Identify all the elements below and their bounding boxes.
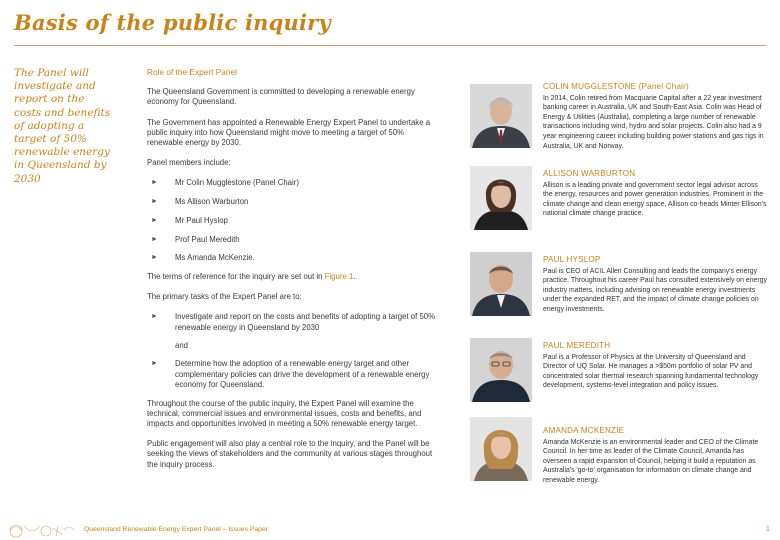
list-item: ► Ms Allison Warburton [151, 197, 249, 207]
intro-paragraph: The Queensland Government is committed to developing a renewable energy economy for Queensland. [147, 87, 415, 107]
portrait-icon [470, 84, 532, 148]
member-name: COLIN MUGGLESTONE (Panel Chair) [543, 82, 689, 91]
primary-tasks-intro: The primary tasks of the Expert Panel are to: [147, 292, 302, 302]
bullet-arrow-icon: ► [151, 179, 158, 187]
list-item: ► Prof Paul Meredith [151, 234, 240, 244]
title-divider [14, 45, 766, 46]
page-number: 1 [766, 526, 770, 533]
portrait-icon [470, 166, 532, 230]
member-list [147, 178, 442, 263]
list-item: ► Ms Amanda McKenzie. [151, 253, 255, 263]
member-bio: Amanda McKenzie is an environmental leader and CEO of the Climate Council. In her time as leader of the Climate Council, Amanda has overseen a rapid expansion of Council, helping it build a reputation as Australia's 'go-to' organisation for information on climate change and renewable energy. [543, 438, 759, 484]
and-connector: and [175, 341, 189, 351]
bullet-arrow-icon: ► [151, 235, 158, 243]
appointment-paragraph: The Government has appointed a Renewable Energy Expert Panel to undertake a public inquiry into how Queensland might move to meeting a target of 50% renewable energy by 2030. [147, 117, 431, 148]
members-intro: Panel members include: [147, 158, 231, 168]
footer-document-title: Queensland Renewable Energy Expert Panel – Issues Paper [84, 526, 269, 533]
engagement-paragraph: Public engagement will also play a central role to the inquiry, and the Panel will be seeking the views of stakeholders and the community at various stages throughout the inquiry process. [147, 439, 433, 469]
task-list [147, 359, 442, 390]
member-name: PAUL HYSLOP [543, 255, 601, 264]
member-name: AMANDA MCKENZIE [543, 426, 625, 435]
portrait-icon [470, 252, 532, 316]
portrait-icon [470, 338, 532, 402]
bullet-arrow-icon: ► [151, 216, 158, 224]
page-title: Basis of the public inquiry [14, 10, 331, 35]
member-name: ALLISON WARBURTON [543, 169, 636, 178]
section-heading: Role of the Expert Panel [147, 67, 237, 77]
task-list [147, 312, 442, 332]
bullet-arrow-icon: ► [151, 360, 158, 368]
figure-1-link[interactable]: Figure 1 [324, 271, 354, 281]
member-photo [470, 252, 532, 316]
member-bio: In 2014, Colin retired from Macquarie Capital after a 22 year investment banking career in Australia, UK and South-East Asia. Colin was Head of Energy & Utilities (Australia), completing a large number of renewable transactions including wind, hydro and solar projects. Colin also had a 9 year engineering career including building power stations and gas rigs in Australia, UK and Norway. [543, 94, 764, 150]
queensland-logo-icon [6, 518, 76, 540]
bullet-arrow-icon: ► [151, 313, 158, 321]
terms-paragraph: The terms of reference for the inquiry are set out in Figure 1. [147, 271, 356, 281]
list-item: ► Determine how the adoption of a renewable energy target and other complementary policies can drive the development of a renewable energy economy for Queensland. [151, 359, 430, 389]
portrait-icon [470, 417, 532, 481]
main-column [147, 67, 442, 480]
list-item: ► Mr Colin Mugglestone (Panel Chair) [151, 178, 299, 188]
member-name: PAUL MEREDITH [543, 341, 611, 350]
list-item: ► Mr Paul Hyslop [151, 215, 228, 225]
member-bio: Allison is a leading private and government sector legal advisor across the energy, resources and power generation industries. Prominent in the climate change and clean energy space, Allison co-heads Minter Ellison's national climate change practice. [543, 181, 767, 218]
member-photo [470, 84, 532, 148]
member-photo [470, 338, 532, 402]
member-bio: Paul is a Professor of Physics at the University of Queensland and Director of UQ Solar. He manages a >$50m portfolio of solar PV and concentrated solar thermal research spanning fundamental technology development, systems-level integration and policy issues. [543, 353, 759, 390]
bullet-arrow-icon: ► [151, 254, 158, 262]
member-bio: Paul is CEO of ACIL Allen Consulting and leads the company's energy practice. Throughout his career Paul has consulted extensively on energy industry matters, including advising on renewable energy investments under the expanded RET, and the impact of climate change policies on energy investments. [543, 267, 767, 313]
member-photo [470, 417, 532, 481]
list-item: ► Investigate and report on the costs and benefits of adopting a target of 50% renewable energy in Queensland by 2030 [151, 312, 436, 332]
bullet-arrow-icon: ► [151, 198, 158, 206]
examination-paragraph: Throughout the course of the public inquiry, the Expert Panel will examine the technical, commercial issues and environmental issues, costs and benefits, and impacts and opportunities involved in meeting a 50% renewable energy target. [147, 398, 422, 428]
member-photo [470, 166, 532, 230]
sidebar-pull-quote: The Panel will investigate and report on the costs and benefits of adopting a target of 50% renewable energy in Queensland by 2030 [14, 67, 111, 185]
